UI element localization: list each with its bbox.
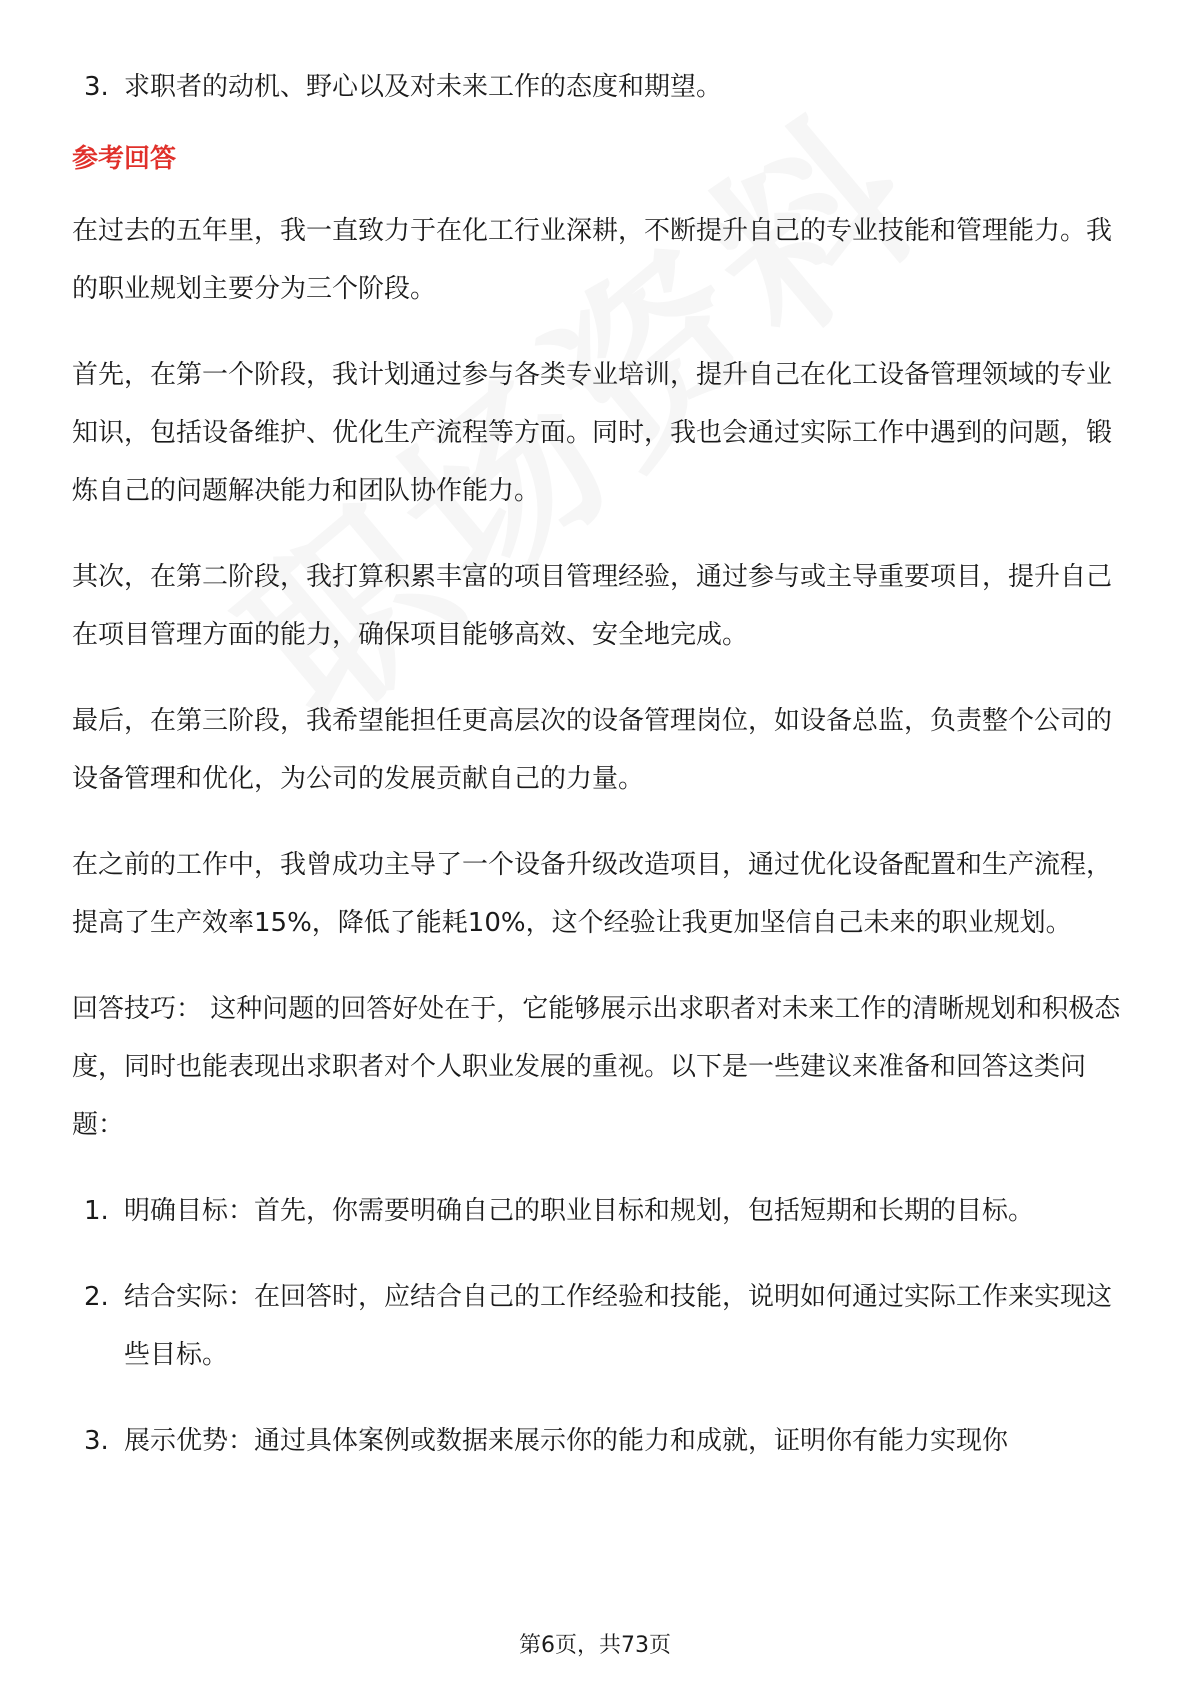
list-number: 3. [84, 72, 109, 102]
list-text: 结合实际：在回答时，应结合自己的工作经验和技能，说明如何通过实际工作来实现这些目标。 [124, 1282, 1113, 1370]
paragraph: 在之前的工作中，我曾成功主导了一个设备升级改造项目，通过优化设备配置和生产流程，提高了生产效率15%，降低了能耗10%，这个经验让我更加坚信自己未来的职业规划。 [72, 850, 1113, 938]
tip-item [72, 1412, 1122, 1470]
list-text: 明确目标：首先，你需要明确自己的职业目标和规划，包括短期和长期的目标。 [124, 1196, 1035, 1226]
page-content [72, 58, 1122, 1498]
paragraph: 首先，在第一个阶段，我计划通过参与各类专业培训，提升自己在化工设备管理领域的专业知识，包括设备维护、优化生产流程等方面。同时，我也会通过实际工作中遇到的问题，锻炼自己的问题解决能力和团队协作能力。 [72, 360, 1113, 506]
section-heading: 参考回答 [72, 144, 177, 174]
list-text: 求职者的动机、野心以及对未来工作的态度和期望。 [124, 72, 723, 102]
paragraph: 在过去的五年里，我一直致力于在化工行业深耕，不断提升自己的专业技能和管理能力。我的职业规划主要分为三个阶段。 [72, 216, 1113, 304]
paragraph: 最后，在第三阶段，我希望能担任更高层次的设备管理岗位，如设备总监，负责整个公司的设备管理和优化，为公司的发展贡献自己的力量。 [72, 706, 1113, 794]
paragraph-tips-intro: 回答技巧： 这种问题的回答好处在于，它能够展示出求职者对未来工作的清晰规划和积极态度，同时也能表现出求职者对个人职业发展的重视。以下是一些建议来准备和回答这类问题： [72, 994, 1121, 1140]
list-text: 展示优势：通过具体案例或数据来展示你的能力和成就，证明你有能力实现你 [124, 1426, 1009, 1456]
tips-list [72, 1182, 1122, 1470]
tip-item [72, 1268, 1122, 1384]
paragraph: 其次，在第二阶段，我打算积累丰富的项目管理经验，通过参与或主导重要项目，提升自己在项目管理方面的能力，确保项目能够高效、安全地完成。 [72, 562, 1113, 650]
list-number: 1. [84, 1196, 109, 1226]
list-number: 2. [84, 1282, 109, 1312]
page-footer: 第6页，共73页 [519, 1633, 671, 1658]
tip-item [72, 1182, 1122, 1240]
list-item-top [72, 58, 1122, 116]
list-number: 3. [84, 1426, 109, 1456]
